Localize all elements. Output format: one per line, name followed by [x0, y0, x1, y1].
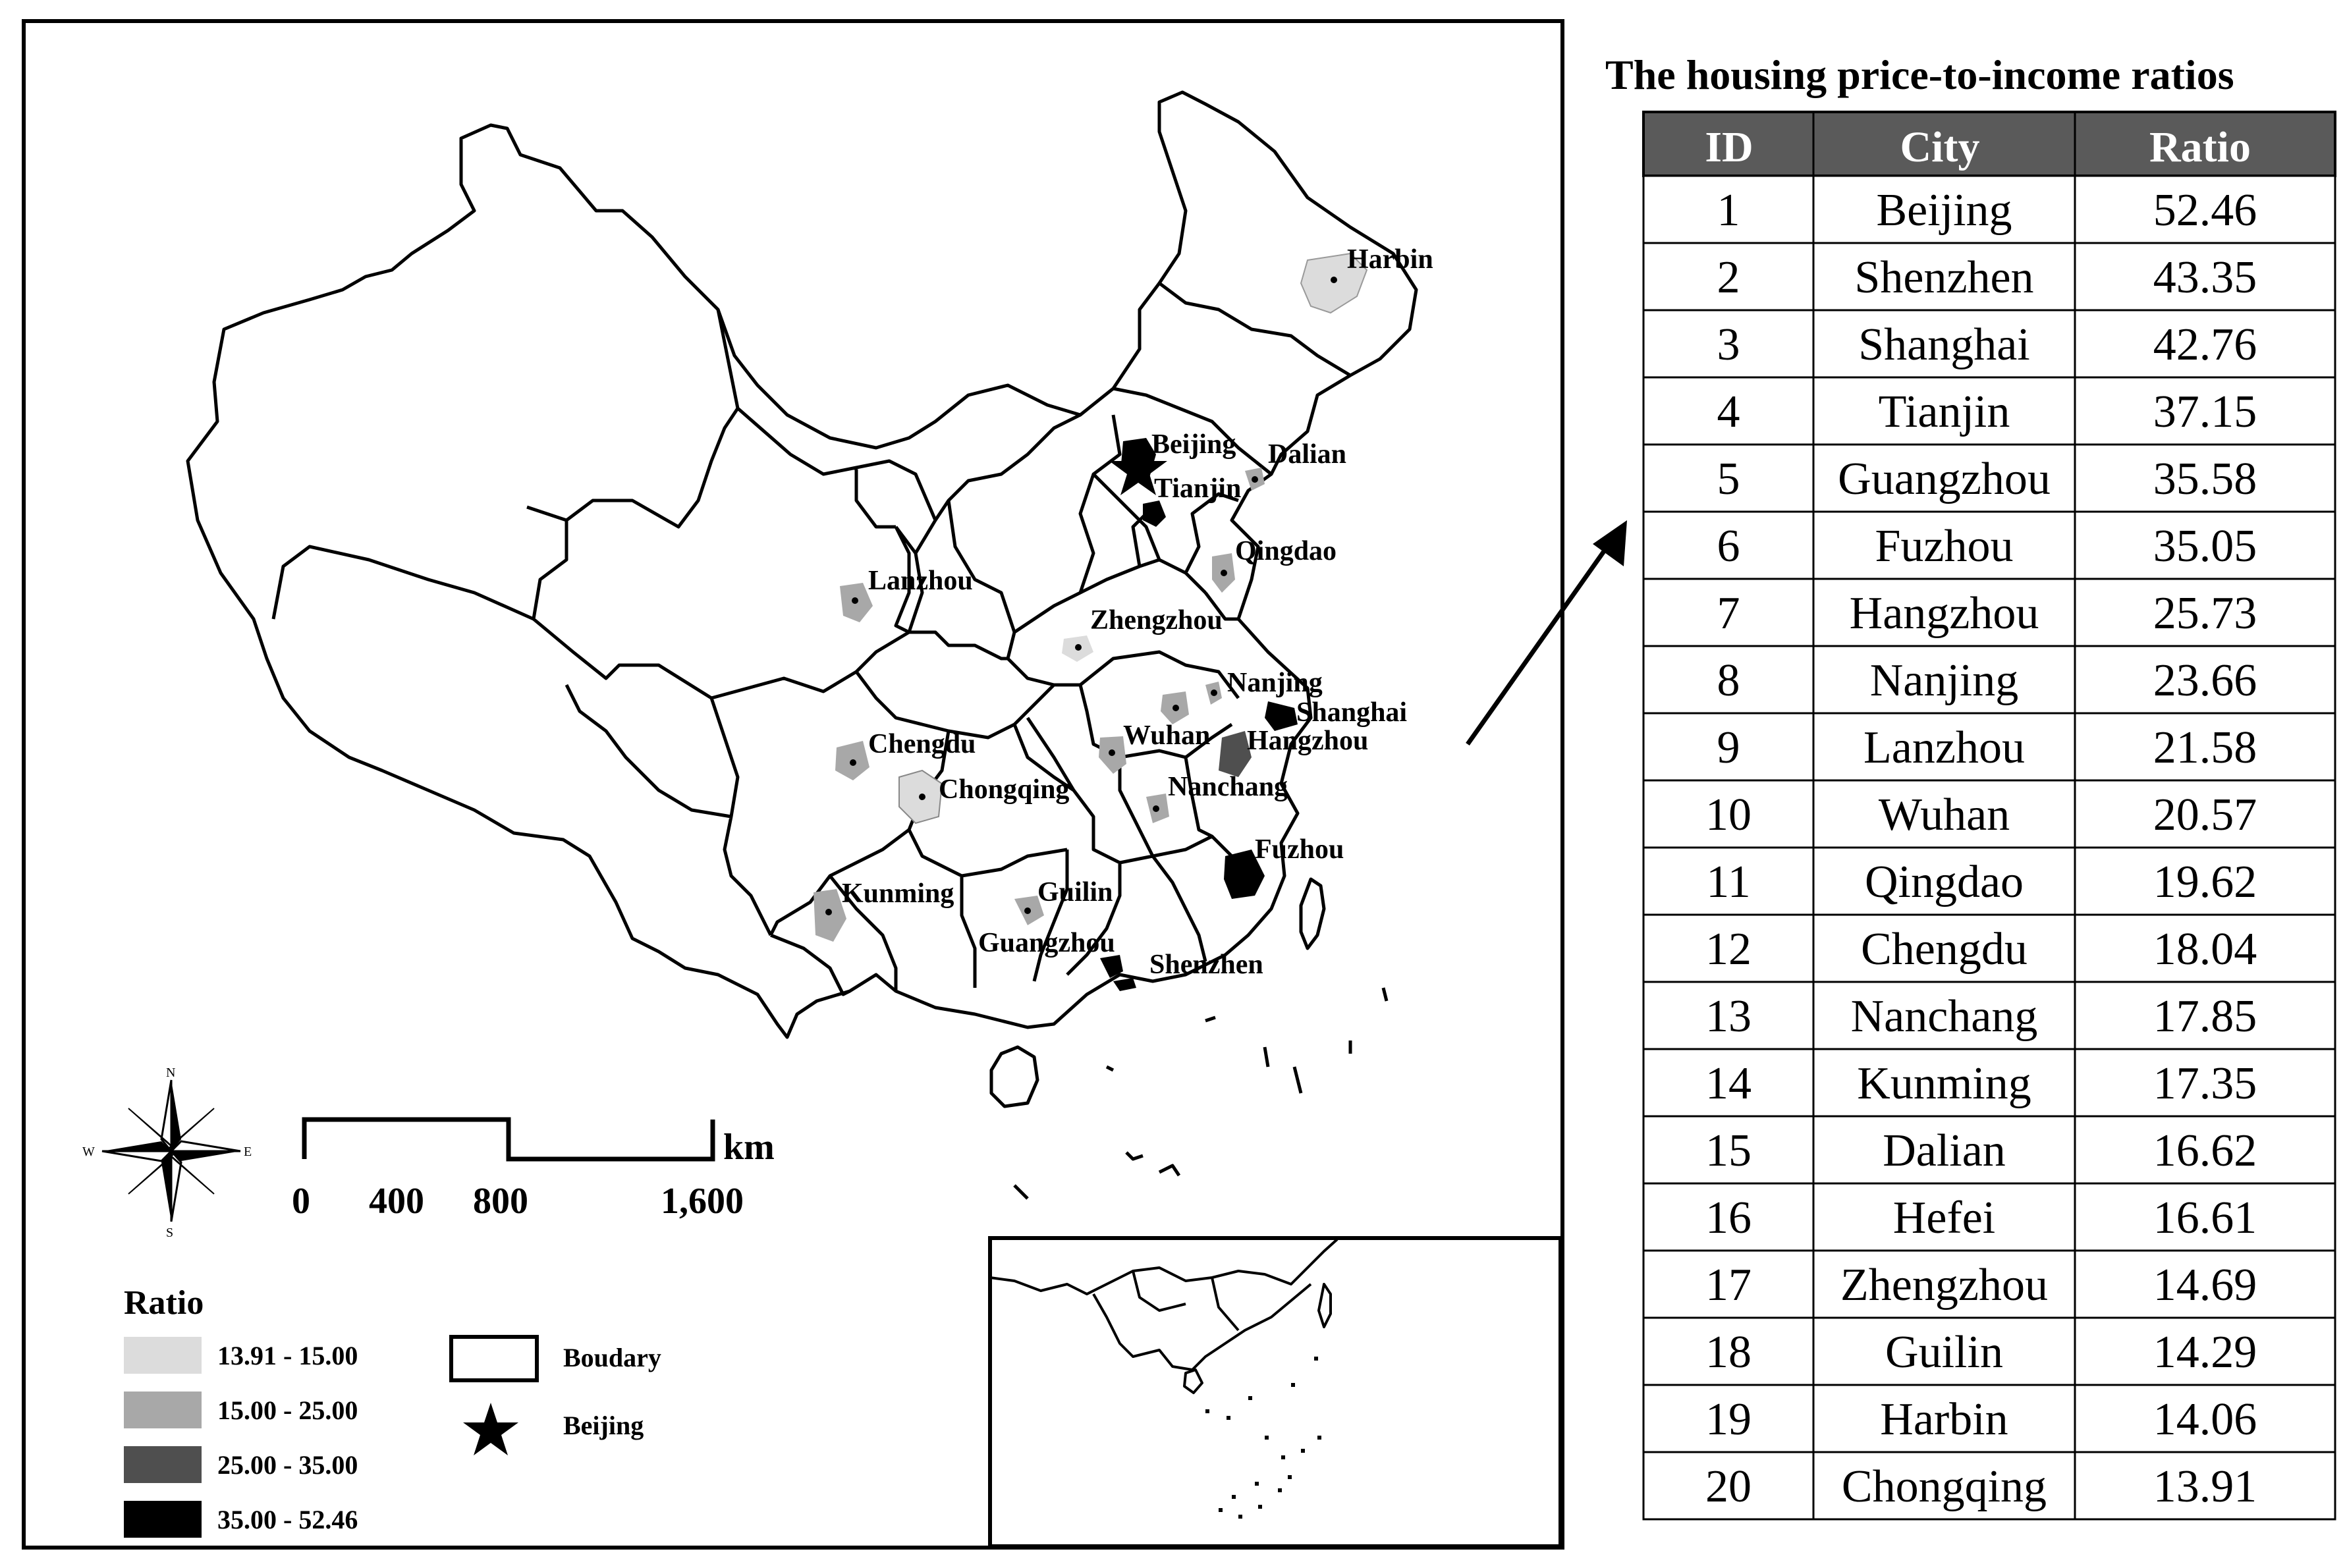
- compass-s: S: [166, 1226, 174, 1240]
- legend-swatch-3: [124, 1446, 202, 1483]
- table-cell-id: 2: [1717, 252, 1740, 303]
- legend-swatch-4: [124, 1501, 202, 1538]
- scale-tick-400: 400: [369, 1181, 424, 1222]
- table-cell-ratio: 35.58: [2153, 454, 2257, 504]
- scale-tick-0: 0: [292, 1181, 310, 1222]
- table-cell-ratio: 20.57: [2153, 790, 2257, 840]
- table-cell-ratio: 43.35: [2153, 252, 2257, 303]
- table-cell-ratio: 35.05: [2153, 521, 2257, 572]
- table-row: [1643, 1452, 2335, 1519]
- city-label-lanzhou: Lanzhou: [868, 566, 973, 596]
- table-row: [1643, 176, 2335, 243]
- table-cell-city: Chengdu: [1861, 924, 2028, 975]
- table-cell-ratio: 19.62: [2153, 857, 2257, 907]
- city-label-dalian: Dalian: [1268, 439, 1347, 470]
- table-cell-city: Tianjin: [1878, 387, 2010, 437]
- city-label-guilin: Guilin: [1037, 877, 1113, 907]
- city-label-chongqing: Chongqing: [939, 774, 1070, 805]
- legend-boundary-swatch: [451, 1337, 537, 1380]
- table-title: The housing price-to-income ratios: [1605, 51, 2234, 98]
- compass-w: W: [82, 1145, 95, 1159]
- legend-range-4: 35.00 - 52.46: [217, 1505, 358, 1534]
- legend-swatch-1: [124, 1337, 202, 1374]
- table-cell-city: Nanjing: [1869, 655, 2019, 706]
- table-row: [1643, 982, 2335, 1049]
- table-cell-id: 1: [1717, 185, 1740, 236]
- city-label-nanchang: Nanchang: [1168, 772, 1288, 802]
- table-cell-city: Hangzhou: [1849, 588, 2039, 639]
- table-row: [1643, 915, 2335, 982]
- table-row: [1643, 646, 2335, 713]
- table-cell-id: 4: [1717, 387, 1740, 437]
- table-cell-city: Shenzhen: [1854, 252, 2034, 303]
- table-cell-ratio: 16.62: [2153, 1125, 2257, 1176]
- table-header-city: City: [1900, 123, 1980, 171]
- table-cell-id: 17: [1705, 1260, 1752, 1311]
- legend-title: Ratio: [124, 1284, 204, 1322]
- table-row: [1643, 1183, 2335, 1251]
- table-cell-city: Harbin: [1880, 1394, 2008, 1445]
- table-cell-city: Dalian: [1883, 1125, 2006, 1176]
- table-row: [1643, 512, 2335, 579]
- table-cell-id: 16: [1705, 1193, 1752, 1243]
- city-label-wuhan: Wuhan: [1123, 720, 1211, 751]
- city-label-harbin: Harbin: [1347, 244, 1433, 275]
- table-row: [1643, 713, 2335, 780]
- table-cell-city: Wuhan: [1878, 790, 2010, 840]
- table-cell-id: 6: [1717, 521, 1740, 572]
- table-row: [1643, 1049, 2335, 1116]
- table-cell-id: 19: [1705, 1394, 1752, 1445]
- table-header-ratio: Ratio: [2149, 123, 2251, 171]
- table-row: [1643, 1385, 2335, 1452]
- table-cell-id: 3: [1717, 319, 1740, 370]
- legend-range-1: 13.91 - 15.00: [217, 1341, 358, 1370]
- city-label-guangzhou: Guangzhou: [978, 928, 1115, 958]
- table-cell-ratio: 37.15: [2153, 387, 2257, 437]
- city-label-tianjin: Tianjin: [1154, 473, 1242, 504]
- table-cell-id: 12: [1705, 924, 1752, 975]
- city-label-zhengzhou: Zhengzhou: [1090, 605, 1223, 635]
- table-cell-id: 13: [1705, 991, 1752, 1042]
- table-cell-ratio: 25.73: [2153, 588, 2257, 639]
- table-cell-ratio: 17.85: [2153, 991, 2257, 1042]
- table-row: [1643, 377, 2335, 445]
- scale-tick-800: 800: [473, 1181, 528, 1222]
- city-label-hangzhou: Hangzhou: [1247, 726, 1369, 756]
- table-cell-ratio: 14.29: [2153, 1327, 2257, 1378]
- table-cell-ratio: 17.35: [2153, 1058, 2257, 1109]
- table-cell-id: 18: [1705, 1327, 1752, 1378]
- table-cell-ratio: 16.61: [2153, 1193, 2257, 1243]
- table-cell-ratio: 42.76: [2153, 319, 2257, 370]
- scale-unit: km: [723, 1127, 775, 1168]
- table-cell-city: Hefei: [1892, 1193, 1996, 1243]
- compass-n: N: [166, 1066, 176, 1080]
- table-cell-ratio: 18.04: [2153, 924, 2257, 975]
- table-cell-ratio: 14.06: [2153, 1394, 2257, 1445]
- table-row: [1643, 780, 2335, 848]
- table-cell-id: 9: [1717, 722, 1740, 773]
- table-row: [1643, 243, 2335, 310]
- city-label-qingdao: Qingdao: [1235, 536, 1337, 566]
- table-row: [1643, 579, 2335, 646]
- table-cell-city: Qingdao: [1864, 857, 2024, 907]
- compass-e: E: [244, 1145, 252, 1159]
- table-cell-city: Fuzhou: [1875, 521, 2014, 572]
- table-cell-id: 7: [1717, 588, 1740, 639]
- table-row: [1643, 1318, 2335, 1385]
- table-cell-id: 5: [1717, 454, 1740, 504]
- table-row: [1643, 1251, 2335, 1318]
- table-cell-city: Zhengzhou: [1840, 1260, 2048, 1311]
- city-label-fuzhou: Fuzhou: [1255, 834, 1344, 865]
- legend-range-2: 15.00 - 25.00: [217, 1395, 358, 1425]
- table-cell-city: Guilin: [1885, 1327, 2003, 1378]
- table-row: [1643, 310, 2335, 377]
- city-label-chengdu: Chengdu: [868, 729, 976, 759]
- table-cell-id: 11: [1706, 857, 1751, 907]
- city-label-kunming: Kunming: [842, 879, 954, 909]
- table-cell-id: 14: [1705, 1058, 1752, 1109]
- city-label-beijing: Beijing: [1151, 429, 1236, 460]
- table-row: [1643, 445, 2335, 512]
- city-label-nanjing: Nanjing: [1227, 668, 1323, 698]
- legend-beijing-label: Beijing: [563, 1411, 644, 1440]
- legend-swatch-2: [124, 1392, 202, 1428]
- legend-range-3: 25.00 - 35.00: [217, 1450, 358, 1480]
- table-cell-city: Chongqing: [1841, 1461, 2047, 1512]
- table-cell-city: Kunming: [1857, 1058, 2031, 1109]
- table-row: [1643, 848, 2335, 915]
- table-cell-ratio: 23.66: [2153, 655, 2257, 706]
- south-china-sea-inset: [990, 1238, 1560, 1546]
- table-cell-id: 20: [1705, 1461, 1752, 1512]
- scale-tick-1600: 1,600: [661, 1181, 744, 1222]
- table-cell-id: 8: [1717, 655, 1740, 706]
- table-row: [1643, 1116, 2335, 1183]
- table-body: [1643, 112, 2335, 1519]
- table-cell-ratio: 52.46: [2153, 185, 2257, 236]
- city-label-shanghai: Shanghai: [1296, 697, 1408, 728]
- table-cell-id: 15: [1705, 1125, 1752, 1176]
- legend-boundary-label: Boudary: [563, 1343, 661, 1372]
- table-cell-ratio: 21.58: [2153, 722, 2257, 773]
- table-header-id: ID: [1705, 123, 1753, 171]
- table-cell-city: Nanchang: [1850, 991, 2038, 1042]
- table-cell-ratio: 13.91: [2153, 1461, 2257, 1512]
- table-cell-id: 10: [1705, 790, 1752, 840]
- table-cell-city: Beijing: [1876, 185, 2012, 236]
- table-cell-city: Shanghai: [1858, 319, 2030, 370]
- ratio-table: [1605, 51, 2335, 1519]
- table-cell-ratio: 14.69: [2153, 1260, 2257, 1311]
- table-cell-city: Lanzhou: [1863, 722, 2025, 773]
- table-cell-city: Guangzhou: [1838, 454, 2051, 504]
- city-label-shenzhen: Shenzhen: [1149, 950, 1263, 980]
